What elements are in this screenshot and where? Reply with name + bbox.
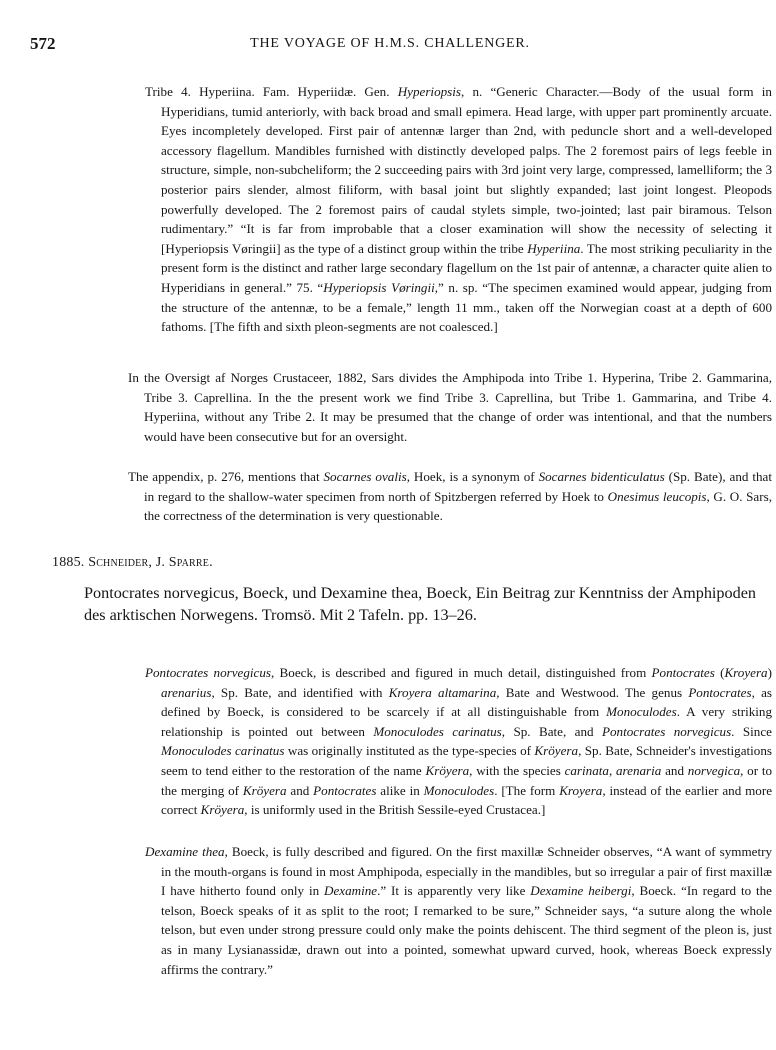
entry-year: 1885. [52,555,85,570]
text-run: was originally instituted as the type-species of [284,743,535,759]
text-run: , is uniformly used in the British Sessile-eyed Crustacea.] [244,802,546,818]
text-run: , Boeck. “In regard to the telson, Boeck speaks of it as split to the root; I remarked to be sure,” Schneider says, “a suture along the whole telson, but even under strong pressure could only make the points dehiscent. The third segment of the pleon is, just as in many Lysianassidæ, drawn out into a pointed, somewhat upward curved, hook, whereas Boeck expressly affirms the contrary.” [161,883,772,977]
italic-text: Dexamine thea [145,844,225,859]
text-run: , instead of the earlier and more correct [161,782,773,818]
italic-text: Socarnes ovalis [323,469,407,484]
text-run: , [608,762,616,778]
text-run: , with the species [469,762,565,778]
page-header [30,34,750,56]
text-run: and [661,762,688,778]
text-run: ) [767,665,772,680]
italic-text: arenaria [616,762,662,778]
italic-text: Monoculodes carinatus [161,743,285,759]
italic-text: Onesimus leucopis [607,488,707,504]
italic-text: Pontocrates norvegicus [145,665,271,680]
italic-text: Hyperiopsis [397,84,461,99]
text-run: , Sp. Bate, and [501,723,603,739]
italic-text: carinata [564,762,609,778]
text-run: The appendix, p. 276, mentions that [128,469,324,484]
hyperiopsis-paragraph [145,82,772,337]
text-run: , as defined by Boeck, is considered to be scarcely if at all distinguishable from [161,684,772,720]
text-run: alike in [376,782,424,798]
italic-text: Pontocrates [651,665,715,680]
italic-text: Hyperiina [527,240,581,256]
text-run: , Hoek, is a synonym of [406,469,539,484]
italic-text: Dexamine heibergi [530,883,632,899]
text-run: . Since [731,723,772,739]
text-run: . [The form [494,782,560,798]
text-run: , G. O. Sars, the correctness of the determination is very questionable. [144,488,772,524]
italic-text: Monoculodes [423,782,495,798]
italic-text: Hyperiopsis Vøringii, [323,279,439,295]
text-run: In the Oversigt af Norges Crustaceer, 1882, Sars divides the Amphipoda into Tribe 1. Hyperina, Tribe 2. Gammarina, Tribe 3. Caprellina. In the the present work we find Tribe 3. Caprellina, but Tribe 1. Gammarina, and Tribe 4. Hyperiina, without any Tribe 2. It may be presumed that the change of order was intentional, and that the numbers would have been consecutive but for an oversight. [128,370,772,444]
italic-text: Kröyera [200,802,245,818]
bibliography-entry-heading [52,555,213,571]
text-run: . A very striking relationship is pointed out between [161,704,772,739]
italic-text: Kröyera [425,762,470,778]
appendix-paragraph [128,467,772,526]
text-run: , Boeck, is described and figured in much detail, distinguished from [271,665,652,680]
italic-text: Kroyera [724,665,768,680]
italic-text: Monoculodes carinatus [373,723,502,739]
text-run: ( [714,665,725,680]
italic-text: Dexamine [324,883,378,899]
italic-text: Pontocrates [688,684,752,700]
text-run: .” It is apparently very like [377,883,531,899]
italic-text: Monoculodes [606,704,677,720]
italic-text: Kröyera [242,782,287,798]
text-run: , Sp. Bate, and identified with [211,684,389,700]
text-run: , n. “Generic Character.—Body of the usual form in Hyperidians, tumid anteriorly, with back broad and small epimera. Head large, with upper part prominently arcuate. Eyes incompletely developed. First pair of antennæ larger than 2nd, with peduncle short and a well-developed accessory flagellum. Mandibles furnished with distinctly developed palps. The 2 foremost pairs of legs feeble in structure, simple, non-subcheliform; the 2 succeeding pairs with 3rd joint very large, compressed, lamelliform; the 3 posterior pairs slender, almost filiform, with basal joint but slightly expanded; last joint longest. Pleopods powerfully developed. The 2 foremost pairs of caudal stylets simple, two-jointed; last pair biramous. Telson rudimentary.” “It is far from improbable that a closer examination will show the necessity of selecting it [Hyperiopsis Vøringii] as the type of a distinct group within the tribe [161,84,772,256]
running-title: THE VOYAGE OF H.M.S. CHALLENGER. [250,36,530,51]
italic-text: Kröyera [534,743,579,759]
text-run: , or to the merging of [161,762,773,798]
italic-text: arenarius [161,684,212,700]
italic-text: Kroyera altamarina [388,684,497,700]
italic-text: Pontocrates [313,782,377,798]
italic-text: norvegica [687,762,741,778]
page-number: 572 [30,34,56,53]
dexamine-abstract [145,842,772,979]
text-run: , Bate and Westwood. The genus [496,684,689,700]
oversigt-paragraph [128,368,772,446]
work-title: Pontocrates norvegicus, Boeck, und Dexamine thea, Boeck, Ein Beitrag zur Kenntniss der Amphipoden des arktischen Norwegens. Tromsö. Mit 2 Tafeln. pp. 13–26. [84,584,756,624]
text-run: , Boeck, is fully described and figured. On the first maxillæ Schneider observes, “A want of symmetry in the mouth-organs is found in most Amphipoda, especially in the mandibles, but so irregular a pair of first maxillæ I have hitherto found only in [161,844,772,899]
italic-text: Pontocrates norvegicus [602,723,732,739]
text-run: (Sp. Bate), and that in regard to the shallow-water specimen from north of Spitzbergen referred by Hoek to [144,469,772,504]
text-run: ” n. sp. “The specimen examined would appear, judging from the structure of the antennæ, to be a female,” length 11 mm., taken off the Norwegian coast at a depth of 600 fathoms. [The fifth and sixth pleon-segments are not coalesced.] [161,279,772,335]
italic-text: Socarnes bidenticulatus [538,469,665,484]
text-run: Tribe 4. Hyperiina. Fam. Hyperiidæ. Gen. [145,84,398,99]
text-run: . The most striking peculiarity in the present form is the distinct and rather large secondary flagellum on the 1st pair of antennæ, a character quite alien to Hyperidians in general.” 75. “ [161,240,773,295]
italic-text: Kroyera [559,782,603,798]
pontocrates-abstract [145,663,772,820]
text-run: , Sp. Bate, Schneider's investigations seem to tend either to the restoration of the name [161,743,772,778]
entry-author: Schneider, J. Sparre. [88,555,213,570]
text-run: and [286,782,314,798]
